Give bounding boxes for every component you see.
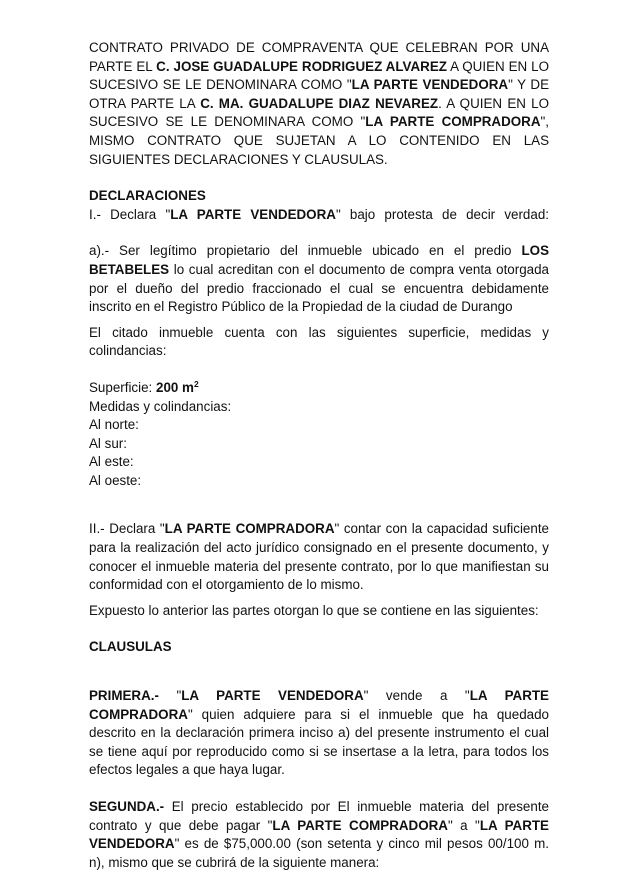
intro-text: . A QUIEN EN LO SUCESIVO SE LE DENOMINARA COMO " bbox=[89, 95, 550, 130]
seller-role: LA PARTE VENDEDORA bbox=[89, 817, 549, 852]
heading-text: CLAUSULAS bbox=[89, 639, 172, 655]
superficie-line bbox=[89, 379, 549, 398]
seller-role: LA PARTE VENDEDORA bbox=[170, 206, 336, 222]
sur-label: Al sur: bbox=[89, 435, 127, 451]
medidas-label: Medidas y colindancias: bbox=[89, 398, 232, 414]
buyer-role: LA PARTE COMPRADORA bbox=[272, 817, 448, 833]
clausula-primera bbox=[89, 687, 549, 780]
intro-text: CONTRATO PRIVADO DE COMPRAVENTA QUE CELEBRAN POR UNA PARTE EL bbox=[89, 40, 549, 74]
clausula-segunda bbox=[89, 798, 549, 872]
citado-paragraph: El citado inmueble cuenta con las siguientes superficie, medidas y colindancias: bbox=[89, 324, 549, 359]
intro-text: " Y DE OTRA PARTE LA bbox=[89, 77, 550, 111]
clause-text: " vende a " bbox=[363, 688, 470, 704]
document-page bbox=[89, 39, 549, 872]
declaration-text: lo cual acreditan con el documento de compra venta otorgada por el dueño del predio fraccionado el cual se encuentra debidamente inscrito en el Registro Público de la Propiedad de la ciudad de Durango bbox=[89, 261, 549, 315]
intro-text: A QUIEN EN LO SUCESIVO SE LE DENOMINARA COMO " bbox=[89, 58, 550, 93]
clause-text: " a " bbox=[447, 817, 480, 833]
este-label: Al este: bbox=[89, 454, 134, 470]
declaration-a bbox=[89, 242, 549, 316]
buyer-role: LA PARTE COMPRADORA bbox=[89, 688, 549, 722]
declaration-text: a).- Ser legítimo propietario del inmueble ubicado en el predio bbox=[89, 243, 522, 259]
buyer-role: LA PARTE COMPRADORA bbox=[164, 521, 335, 537]
declaration-text: " bajo protesta de decir verdad: bbox=[335, 206, 549, 222]
declaration-text: " contar con la capacidad suficiente para la realización del acto jurídico consignado en el presente documento, y conocer el inmueble materia del presente contrato, por lo que manifiestan su conformidad con el otorgamiento de lo mismo. bbox=[89, 521, 549, 593]
clause-text: " quien adquiere para si el inmueble que ha quedado descrito en la declaración primera inciso a) del presente instrumento el cual se tiene aquí por reproducido como si se insertase a la letra, para todos los efectos legales a que haya lugar. bbox=[89, 706, 549, 778]
property-name: LOS BETABELES bbox=[89, 243, 549, 277]
norte-label: Al norte: bbox=[89, 417, 139, 433]
heading-text: DECLARACIONES bbox=[89, 188, 206, 204]
declaration-ii bbox=[89, 520, 549, 594]
buyer-role: LA PARTE COMPRADORA bbox=[365, 114, 541, 130]
superficie-value bbox=[156, 380, 199, 395]
expuesto-paragraph: Expuesto lo anterior las partes otorgan lo que se contiene en las siguientes: bbox=[89, 602, 539, 618]
declaration-text: II.- Declara " bbox=[89, 521, 165, 537]
seller-role: LA PARTE VENDEDORA bbox=[351, 77, 509, 93]
declaration-text: I.- Declara " bbox=[89, 206, 171, 222]
declaration-i bbox=[89, 206, 549, 225]
clause-text: " es de $75,000.00 (son setenta y cinco mil pesos 00/100 m. n), mismo que se cubrirá de la siguiente manera: bbox=[89, 836, 549, 870]
clause-text: " bbox=[158, 688, 182, 704]
superficie-number: 200 m bbox=[156, 379, 194, 395]
clause-number: SEGUNDA.- bbox=[89, 799, 165, 814]
oeste-label: Al oeste: bbox=[89, 472, 142, 488]
seller-role: LA PARTE VENDEDORA bbox=[181, 688, 364, 704]
intro-text: ", MISMO CONTRATO QUE SUJETAN A LO CONTENIDO EN LAS SIGUIENTES DECLARACIONES Y CLAUSULAS. bbox=[89, 114, 550, 167]
seller-name: C. JOSE GUADALUPE RODRIGUEZ ALVAREZ bbox=[156, 58, 447, 74]
superficie-label: Superficie: bbox=[89, 379, 156, 395]
declaraciones-heading bbox=[89, 187, 549, 206]
buyer-name: C. MA. GUADALUPE DIAZ NEVAREZ bbox=[200, 95, 439, 111]
clause-number: PRIMERA.- bbox=[89, 688, 159, 704]
contract-intro-paragraph bbox=[89, 39, 549, 169]
clause-text: El precio establecido por El inmueble materia del presente contrato y que debe pagar " bbox=[89, 799, 549, 833]
superficie-exponent: 2 bbox=[193, 378, 199, 389]
clausulas-heading bbox=[89, 638, 549, 657]
